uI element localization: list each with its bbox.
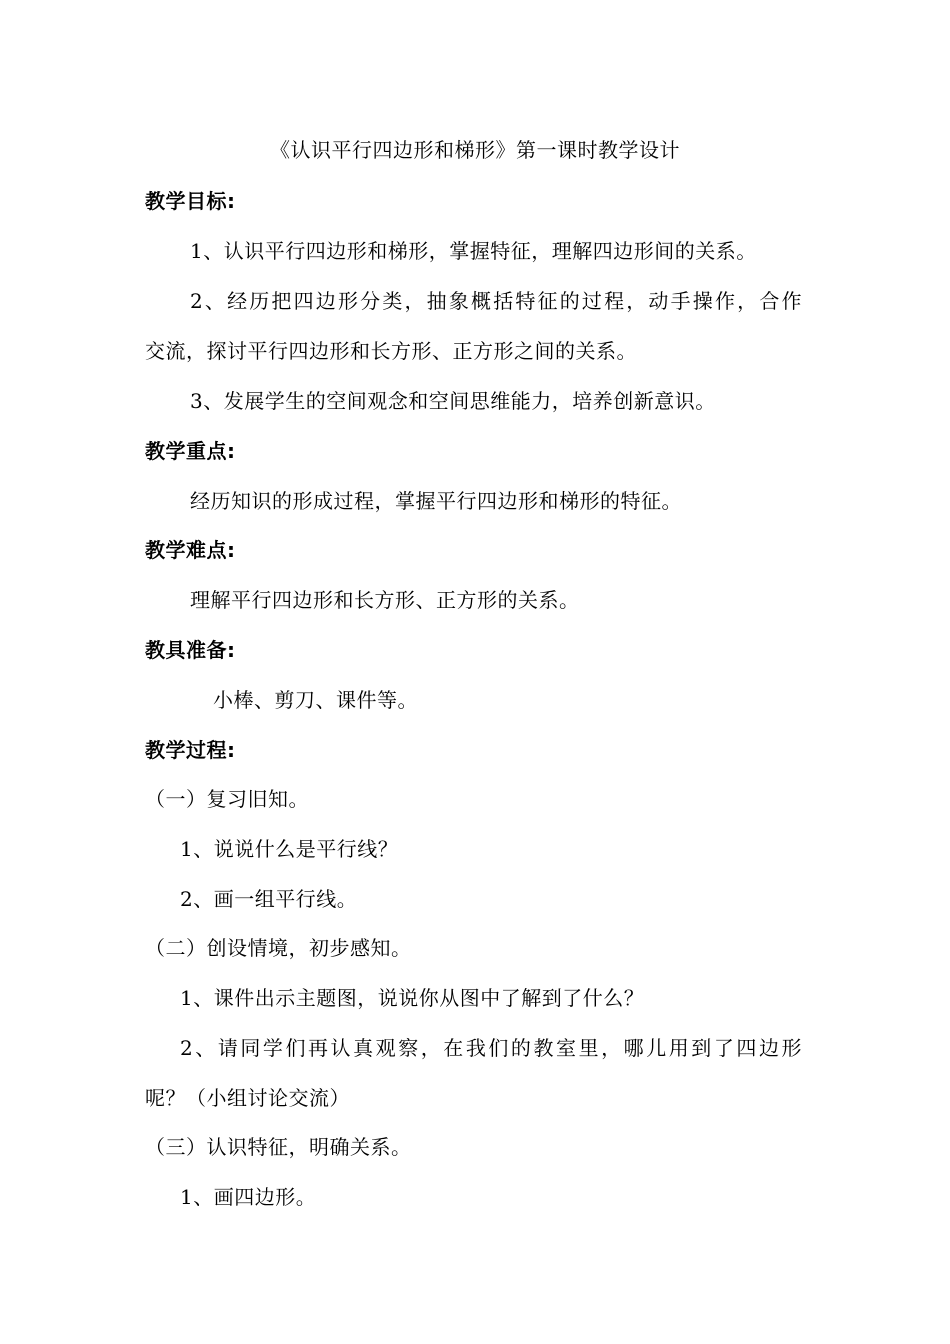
difficulties-heading: 教学难点: [145,538,236,562]
section-2-item-1: 1、课件出示主题图，说说你从图中了解到了什么？ [180,986,645,1010]
section-1-item-1: 1、说说什么是平行线？ [180,837,399,861]
section-2-item-2-line-1: 2、请同学们再认真观察，在我们的教室里，哪儿用到了四边形 [180,1036,802,1060]
key-points-text: 经历知识的形成过程，掌握平行四边形和梯形的特征。 [190,489,682,513]
key-points-heading: 教学重点: [145,439,236,463]
objectives-heading: 教学目标: [145,189,236,213]
process-heading: 教学过程: [145,738,236,762]
objective-item-2-line-1: 2、经历把四边形分类，抽象概括特征的过程，动手操作，合作 [190,289,802,313]
section-1-title: （一）复习旧知。 [145,787,309,811]
section-2-item-2-line-2: 呢？（小组讨论交流） [145,1086,350,1110]
difficulties-text: 理解平行四边形和长方形、正方形的关系。 [190,588,580,612]
section-1-item-2: 2、画一组平行线。 [180,887,358,911]
objective-item-2-line-2: 交流，探讨平行四边形和长方形、正方形之间的关系。 [145,339,637,363]
objective-item-1: 1、认识平行四边形和梯形，掌握特征，理解四边形间的关系。 [190,239,757,263]
materials-text: 小棒、剪刀、课件等。 [213,688,418,712]
section-3-title: （三）认识特征，明确关系。 [145,1135,412,1159]
section-2-title: （二）创设情境，初步感知。 [145,936,412,960]
section-3-item-1: 1、画四边形。 [180,1185,317,1209]
objective-item-3: 3、发展学生的空间观念和空间思维能力，培养创新意识。 [190,389,716,413]
document-title: 《认识平行四边形和梯形》第一课时教学设计 [270,138,680,162]
materials-heading: 教具准备: [145,638,236,662]
